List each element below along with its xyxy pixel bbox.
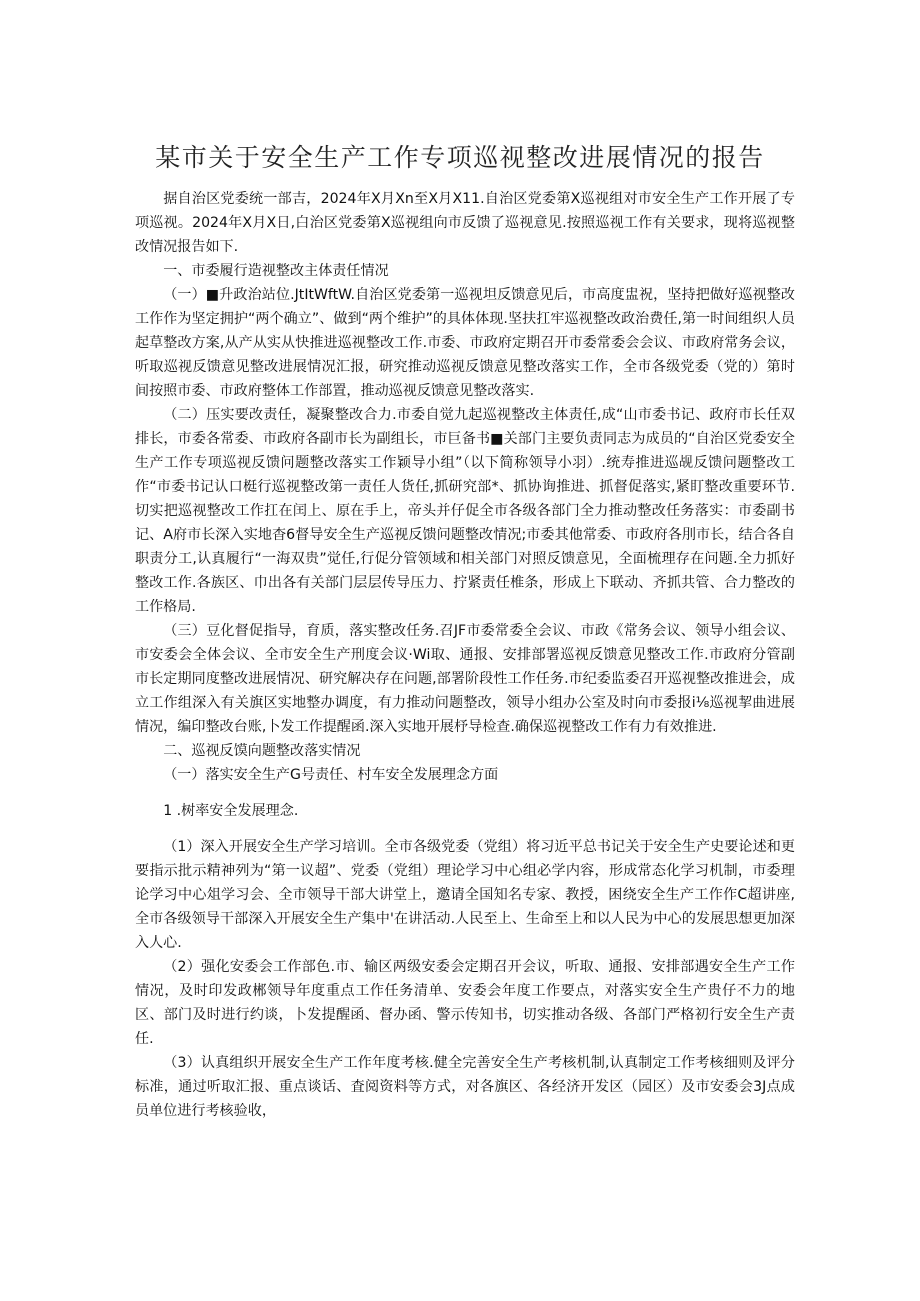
paragraph-item-3: （3）认真组织开展安全生产工作年度考核.健全完善安全生产考核机制,认真制定工作考核细则及评分标准，通过听取汇报、重点谈话、査阅资料等方式，对各旗区、各经济开发区（园区）及市安委会3J点成员单位进行考核验收， (135, 1055, 795, 1119)
section-heading-2: 二、巡视反馍向题整改落实情况 (163, 743, 361, 759)
paragraph-item-1: （1）深入开展安全生产学习培训。全市各级党委（党组）将习近平总书记关于安全生产史要论述和更要指示批示精神列为“第一议超”、党委（党组）理论学习中心组必学内容，形成常态化学习机制，市委理论学习中心俎学习会、全市领导干部大讲堂上，邀请全国知名专家、教授，困绕安全生产工作作C超讲座,全市各级领导干部深入开展安全生产集中'在讲活动.人民至上、生命至上和以人民为中心的发展思想更加深入人心. (135, 839, 795, 951)
document-title: 某市关于安全生产工作专项巡视整改进展情况的报告 (155, 143, 765, 172)
paragraph-1-1: （一）■升政治站位.JtItWftW.自治区党委第一巡视坦反馈意见后，市高度盅祝，坚持把做好巡视整改工作作为坚定拥护“两个确立”、做到“两个维护”的具体体现.坚扶扛牢巡视整改政治费任,第一时间组织人员起草整改方案,从产从实从快推进巡视整改工作.市委、市政府定期召开市委常委会会议、市政府常务会议，听取巡视反馈意见整改进展情况汇报，研究推动巡视反馈意见整改落实工作，全市各级党委（党的）第时间按照市委、市政府整体工作部置，推动巡视反馈意见整改落实. (135, 287, 795, 399)
paragraph-1-3: （三）豆化督促指导，育质，落实整改任务.召JF市委常委全会议、市政《常务会议、领导小组会议、市安委会全体会议、全市安全生产刑度会议·Wi取、通报、安排部署巡视反馈意见整改工作.市政府分管副市长定期同度整改进展情况、研究解决存在问题,部署阶段性工作任务.市纪委监委召开巡视整改推进会，成立工作组深入有关旗区实地整办调度，有力推动问题整改，领导小组办公室及时向市委报i⅛巡视挈曲进展情况，编印整改台账,卜发工作提醒函.深入实地开展杼导检查.确保巡视整改工作有力有效推进. (135, 623, 795, 735)
document-body (135, 187, 795, 1123)
paragraph-1-2: （二）压实要改责任，凝聚整改合力.市委自觉九起巡视整改主体责任,成“山市委书记、政府市长任双排长，市委各常委、市政府各副市长为副组长，市巨备书■关部门主要负责同志为成员的“自治区党委安全生产工作专项巡视反馈问题整改落实工作颖导小组”（以下简称领导小羽）.统寿推进巡觇反馈问题整改工作“市委书记认口梃行巡视整改第一责任人货任,抓研究部*、抓协询推进、抓督促落实,紧盯整改重要环节.切实把巡视整改工作扛在闰上、原在手上，帝头并仔促全市各级各部门全力推动整改任务落实：市委副书记、A府市长深入实地杳6督导安全生产巡视反馈问题整改情况;市委其他常委、市政府各刖市长，结合各自职责分工,认真履行“一海双贵”觉任,行促分管领域和相关部门对照反馈意见，全面梳理存在问题.全力抓好整改工作.各族区、巾出各有关部门层层传导压力、拧紧责任椎条，形成上下联动、齐抓共管、合力整改的工作格局. (135, 407, 795, 615)
intro-paragraph: 据自治区党委统一部吉，2024年X月Xn至X月X11.自治区党委第X巡视组对市安全生产工作开展了专项巡视。2024年X月X日,白治区党委第X巡视组向市反馈了巡视意见.按照巡视工作有关要求，现将巡视整改情况报告如下. (135, 191, 795, 255)
paragraph-item-2: （2）强化安委会工作部色.市、输区两级安委会定期召开会议，听取、通报、安排部遇安全生产工作情况，及时印发政郴领导年度重点工作任务清单、安委会年度工作要点，对落实安全生产贵仔不力的地区、部门及时进行约谈，卜发提醒函、督办函、警示传知书，切实推动各级、各部门严格初行安全生产责任. (135, 959, 795, 1047)
item-heading-1: 1 .树率安全发展理念. (163, 803, 299, 819)
subsection-heading-2-1: （一）落实安全生产G号责任、村车安全发展理念方面 (163, 767, 499, 783)
section-heading-1: 一、市委履行造视整改主体责任情况 (163, 263, 389, 279)
